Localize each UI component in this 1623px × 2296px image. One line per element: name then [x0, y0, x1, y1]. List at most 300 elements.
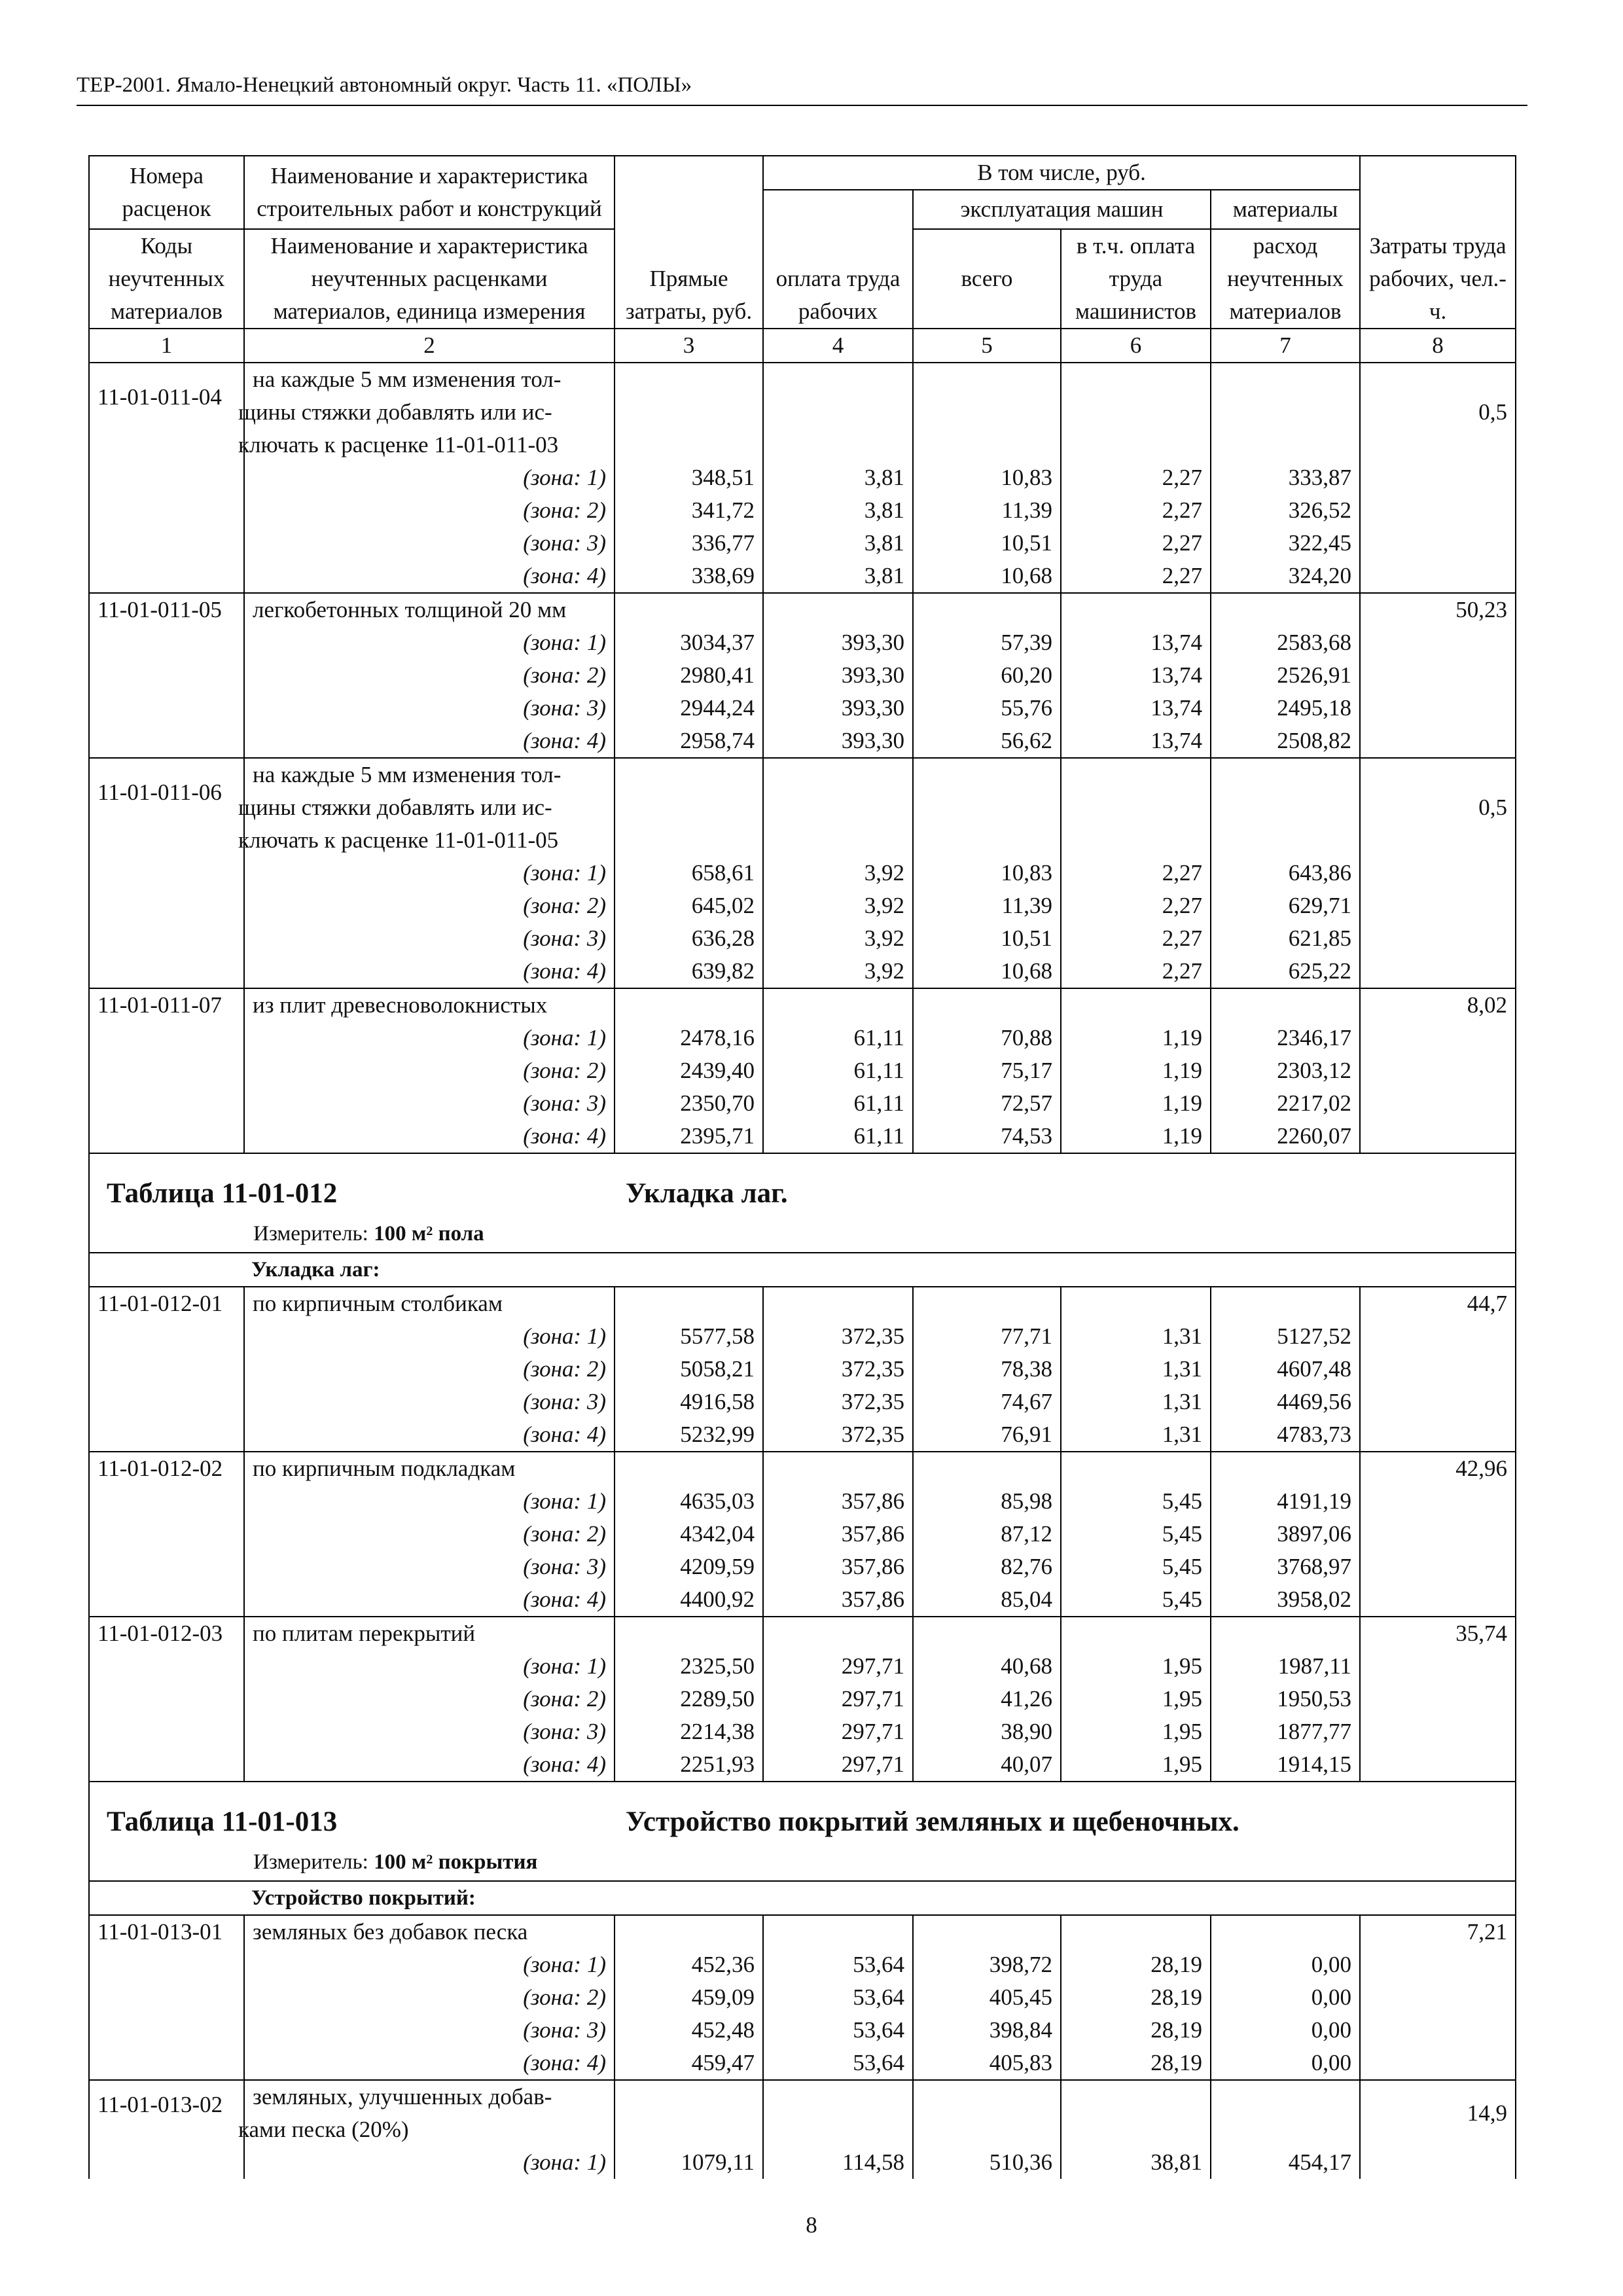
rate-code: 11-01-012-01	[89, 1287, 244, 1452]
zone-row	[89, 659, 1516, 692]
empty-cell	[615, 363, 763, 461]
zone-row	[89, 1650, 1516, 1683]
section-header-inner	[90, 1154, 1515, 1252]
zone-value: 60,20	[913, 659, 1061, 692]
zone-value: 74,67	[913, 1386, 1061, 1418]
empty-cell	[1211, 1915, 1360, 1948]
zone-value: 0,00	[1211, 1981, 1360, 2014]
section-header	[89, 1153, 1516, 1253]
zone-value: 3,81	[763, 560, 913, 593]
header-col2-bottom: Наименование и характеристика неучтенных расценками материалов, единица измерения	[244, 229, 615, 329]
zone-value: 2214,38	[615, 1715, 763, 1748]
zone-value: 2346,17	[1211, 1022, 1360, 1054]
zone-row	[89, 889, 1516, 922]
zone-value: 297,71	[763, 1650, 913, 1683]
zone-value: 0,00	[1211, 2014, 1360, 2047]
zone-value: 338,69	[615, 560, 763, 593]
zone-value: 393,30	[763, 692, 913, 725]
header-col5: всего	[913, 229, 1061, 329]
zone-value: 1,31	[1061, 1386, 1211, 1418]
zone-value: 4209,59	[615, 1551, 763, 1583]
empty-cell	[1360, 461, 1516, 494]
rate-row	[89, 593, 1516, 626]
zone-label: (зона: 2)	[244, 659, 615, 692]
zone-value: 53,64	[763, 1981, 913, 2014]
empty-cell	[615, 1287, 763, 1320]
zone-row	[89, 1320, 1516, 1353]
zone-value: 61,11	[763, 1054, 913, 1087]
zone-value: 75,17	[913, 1054, 1061, 1087]
zone-value: 1,31	[1061, 1418, 1211, 1452]
zone-value: 28,19	[1061, 1948, 1211, 1981]
header-rule	[77, 105, 1527, 106]
rate-name-line: на каждые 5 мм изменения тол-	[253, 367, 562, 392]
zone-row	[89, 1715, 1516, 1748]
zone-label: (зона: 1)	[244, 857, 615, 889]
empty-cell	[913, 1452, 1061, 1485]
zone-value: 324,20	[1211, 560, 1360, 593]
section-header-inner	[90, 1782, 1515, 1880]
zone-value: 2,27	[1061, 922, 1211, 955]
empty-cell	[763, 1617, 913, 1650]
zone-value: 357,86	[763, 1518, 913, 1551]
zone-value: 74,53	[913, 1120, 1061, 1153]
zone-value: 372,35	[763, 1418, 913, 1452]
rate-name	[244, 1452, 615, 1485]
header-col4: оплата труда рабочих	[763, 190, 913, 329]
zone-value: 3,92	[763, 889, 913, 922]
empty-cell	[1360, 2014, 1516, 2047]
zone-value: 372,35	[763, 1386, 913, 1418]
empty-cell	[763, 593, 913, 626]
zone-value: 0,00	[1211, 2047, 1360, 2080]
zone-row	[89, 1518, 1516, 1551]
labor-hours: 44,7	[1360, 1287, 1516, 1320]
unit-superscript: 2	[426, 1224, 433, 1238]
zone-value: 5,45	[1061, 1583, 1211, 1617]
zone-label: (зона: 3)	[244, 922, 615, 955]
zone-value: 2583,68	[1211, 626, 1360, 659]
rate-name-line: на каждые 5 мм изменения тол-	[253, 762, 562, 787]
zone-value: 10,68	[913, 560, 1061, 593]
rate-code: 11-01-011-06	[89, 758, 244, 988]
zone-row	[89, 1948, 1516, 1981]
zone-value: 1,95	[1061, 1683, 1211, 1715]
column-number-5: 5	[913, 329, 1061, 363]
empty-cell	[913, 2080, 1061, 2146]
zone-value: 2,27	[1061, 955, 1211, 988]
section-subheading-row	[89, 1881, 1516, 1915]
empty-cell	[615, 758, 763, 857]
empty-cell	[1360, 560, 1516, 593]
section-subheading: Укладка лаг:	[251, 1258, 380, 1282]
zone-value: 1,19	[1061, 1054, 1211, 1087]
zone-value: 643,86	[1211, 857, 1360, 889]
empty-cell	[615, 1915, 763, 1948]
rate-row	[89, 1915, 1516, 1948]
empty-cell	[615, 988, 763, 1022]
zone-row	[89, 725, 1516, 758]
zone-label: (зона: 2)	[244, 1518, 615, 1551]
zone-value: 333,87	[1211, 461, 1360, 494]
empty-cell	[1061, 988, 1211, 1022]
zone-row	[89, 857, 1516, 889]
zone-row	[89, 1748, 1516, 1782]
rate-name	[244, 1287, 615, 1320]
zone-value: 636,28	[615, 922, 763, 955]
zone-value: 61,11	[763, 1120, 913, 1153]
empty-cell	[1360, 725, 1516, 758]
labor-hours: 50,23	[1360, 593, 1516, 626]
zone-value: 658,61	[615, 857, 763, 889]
zone-value: 28,19	[1061, 1981, 1211, 2014]
rate-name-line: легкобетонных толщиной 20 мм	[253, 597, 567, 622]
zone-label: (зона: 2)	[244, 1683, 615, 1715]
zone-label: (зона: 2)	[244, 494, 615, 527]
zone-value: 2289,50	[615, 1683, 763, 1715]
zone-value: 1079,11	[615, 2146, 763, 2179]
header-col3: Прямые затраты, руб.	[615, 156, 763, 329]
zone-value: 38,90	[913, 1715, 1061, 1748]
rate-name	[244, 1915, 615, 1948]
zone-value: 77,71	[913, 1320, 1061, 1353]
rate-name-line: земляных, улучшенных добав-	[253, 2084, 552, 2109]
column-number-6: 6	[1061, 329, 1211, 363]
zone-value: 2260,07	[1211, 1120, 1360, 1153]
zone-value: 3897,06	[1211, 1518, 1360, 1551]
zone-row	[89, 955, 1516, 988]
zone-value: 5,45	[1061, 1551, 1211, 1583]
zone-value: 2325,50	[615, 1650, 763, 1683]
section-subheading: Устройство покрытий:	[251, 1886, 476, 1910]
labor-hours: 14,9	[1360, 2080, 1516, 2146]
zone-value: 510,36	[913, 2146, 1061, 2179]
zone-value: 405,45	[913, 1981, 1061, 2014]
rate-name	[238, 758, 615, 857]
rate-name	[238, 2080, 615, 2146]
zone-value: 2,27	[1061, 461, 1211, 494]
empty-cell	[1360, 1386, 1516, 1418]
zone-value: 393,30	[763, 725, 913, 758]
zone-label: (зона: 1)	[244, 1650, 615, 1683]
zone-row	[89, 1981, 1516, 2014]
zone-value: 72,57	[913, 1087, 1061, 1120]
zone-row	[89, 560, 1516, 593]
zone-row	[89, 461, 1516, 494]
rate-name-line: ключать к расценке 11-01-011-05	[238, 827, 559, 853]
zone-label: (зона: 2)	[244, 1054, 615, 1087]
empty-cell	[1061, 1287, 1211, 1320]
zone-value: 341,72	[615, 494, 763, 527]
empty-cell	[1360, 889, 1516, 922]
empty-cell	[1360, 1418, 1516, 1452]
empty-cell	[1061, 758, 1211, 857]
empty-cell	[1360, 527, 1516, 560]
empty-cell	[1360, 494, 1516, 527]
header-col8: Затраты труда рабочих, чел.-ч.	[1360, 156, 1516, 329]
zone-value: 76,91	[913, 1418, 1061, 1452]
zone-value: 5127,52	[1211, 1320, 1360, 1353]
zone-row	[89, 1683, 1516, 1715]
zone-value: 10,83	[913, 461, 1061, 494]
zone-value: 459,09	[615, 1981, 763, 2014]
empty-cell	[615, 1452, 763, 1485]
zone-value: 2,27	[1061, 889, 1211, 922]
rate-name	[244, 1617, 615, 1650]
zone-label: (зона: 4)	[244, 1120, 615, 1153]
zone-label: (зона: 1)	[244, 1948, 615, 1981]
zone-value: 4400,92	[615, 1583, 763, 1617]
rate-name-line: земляных без добавок песка	[253, 1919, 528, 1945]
empty-cell	[1360, 1981, 1516, 2014]
unit-value-text: 100 м	[374, 1222, 427, 1246]
rate-name-line: по плитам перекрытий	[253, 1621, 476, 1646]
zone-value: 2303,12	[1211, 1054, 1360, 1087]
zone-value: 11,39	[913, 889, 1061, 922]
zone-row	[89, 1485, 1516, 1518]
empty-cell	[1061, 1452, 1211, 1485]
zone-value: 55,76	[913, 692, 1061, 725]
zone-row	[89, 692, 1516, 725]
empty-cell	[1360, 2047, 1516, 2080]
empty-cell	[1360, 1087, 1516, 1120]
zone-value: 398,84	[913, 2014, 1061, 2047]
empty-cell	[1360, 1518, 1516, 1551]
zone-value: 1950,53	[1211, 1683, 1360, 1715]
zone-label: (зона: 4)	[244, 1748, 615, 1782]
column-number-1: 1	[89, 329, 244, 363]
zone-value: 3,92	[763, 857, 913, 889]
zone-value: 297,71	[763, 1715, 913, 1748]
zone-value: 372,35	[763, 1353, 913, 1386]
unit-value-text: 100 м	[374, 1850, 427, 1874]
zone-row	[89, 1022, 1516, 1054]
zone-row	[89, 1418, 1516, 1452]
rate-row	[89, 1287, 1516, 1320]
rate-name-line: ками песка (20%)	[238, 2117, 409, 2142]
zone-value: 2,27	[1061, 527, 1211, 560]
zone-value: 28,19	[1061, 2014, 1211, 2047]
empty-cell	[1061, 2080, 1211, 2146]
zone-value: 1,31	[1061, 1320, 1211, 1353]
rate-row	[89, 2080, 1516, 2146]
zone-value: 645,02	[615, 889, 763, 922]
zone-value: 13,74	[1061, 626, 1211, 659]
zone-value: 114,58	[763, 2146, 913, 2179]
empty-cell	[615, 593, 763, 626]
column-number-4: 4	[763, 329, 913, 363]
zone-label: (зона: 1)	[244, 1320, 615, 1353]
zone-value: 10,83	[913, 857, 1061, 889]
zone-value: 2526,91	[1211, 659, 1360, 692]
zone-value: 372,35	[763, 1320, 913, 1353]
unit-value	[374, 1850, 537, 1874]
empty-cell	[1061, 1617, 1211, 1650]
unit-label: Измеритель:	[253, 1222, 368, 1246]
zone-value: 5,45	[1061, 1518, 1211, 1551]
empty-cell	[913, 363, 1061, 461]
column-number-8: 8	[1360, 329, 1516, 363]
zone-row	[89, 2047, 1516, 2080]
unit-suffix: покрытия	[438, 1850, 538, 1874]
empty-cell	[763, 1287, 913, 1320]
zone-value: 452,36	[615, 1948, 763, 1981]
zone-value: 1914,15	[1211, 1748, 1360, 1782]
zone-value: 357,86	[763, 1551, 913, 1583]
rate-code: 11-01-012-03	[89, 1617, 244, 1782]
empty-cell	[763, 1452, 913, 1485]
empty-cell	[763, 988, 913, 1022]
empty-cell	[1211, 593, 1360, 626]
column-number-7: 7	[1211, 329, 1360, 363]
zone-value: 5232,99	[615, 1418, 763, 1452]
empty-cell	[1211, 363, 1360, 461]
section-caption: Укладка лаг.	[626, 1178, 788, 1209]
zone-label: (зона: 2)	[244, 1981, 615, 2014]
zone-value: 13,74	[1061, 725, 1211, 758]
zone-row	[89, 2146, 1516, 2179]
zone-value: 3,92	[763, 955, 913, 988]
zone-row	[89, 922, 1516, 955]
rate-row	[89, 758, 1516, 857]
zone-value: 1,31	[1061, 1353, 1211, 1386]
empty-cell	[1061, 593, 1211, 626]
zone-value: 53,64	[763, 1948, 913, 1981]
zone-value: 4635,03	[615, 1485, 763, 1518]
header-col7: расход неучтенных материалов	[1211, 229, 1360, 329]
zone-value: 1,95	[1061, 1748, 1211, 1782]
empty-cell	[913, 593, 1061, 626]
zone-value: 459,47	[615, 2047, 763, 2080]
empty-cell	[913, 1287, 1061, 1320]
rate-code: 11-01-011-04	[89, 363, 244, 593]
empty-cell	[1061, 1915, 1211, 1948]
zone-value: 2958,74	[615, 725, 763, 758]
zone-value: 2980,41	[615, 659, 763, 692]
empty-cell	[615, 1617, 763, 1650]
zone-value: 4607,48	[1211, 1353, 1360, 1386]
zone-label: (зона: 1)	[244, 461, 615, 494]
zone-label: (зона: 4)	[244, 2047, 615, 2080]
header-machines-label: эксплуатация машин	[913, 190, 1211, 229]
zone-value: 2439,40	[615, 1054, 763, 1087]
zone-value: 70,88	[913, 1022, 1061, 1054]
zone-value: 2251,93	[615, 1748, 763, 1782]
labor-hours: 8,02	[1360, 988, 1516, 1022]
empty-cell	[1360, 2146, 1516, 2179]
labor-hours: 0,5	[1360, 758, 1516, 857]
zone-value: 40,07	[913, 1748, 1061, 1782]
rate-name	[238, 363, 615, 461]
zone-label: (зона: 3)	[244, 692, 615, 725]
header-col2-top: Наименование и характеристика строительных работ и конструкций	[244, 156, 615, 229]
zone-value: 336,77	[615, 527, 763, 560]
section-title: Таблица 11-01-012	[107, 1178, 338, 1209]
zone-value: 56,62	[913, 725, 1061, 758]
zone-value: 13,74	[1061, 692, 1211, 725]
zone-value: 2395,71	[615, 1120, 763, 1153]
rate-name-line: по кирпичным столбикам	[253, 1291, 503, 1316]
empty-cell	[763, 363, 913, 461]
zone-value: 2350,70	[615, 1087, 763, 1120]
labor-hours: 35,74	[1360, 1617, 1516, 1650]
zone-value: 297,71	[763, 1683, 913, 1715]
empty-cell	[1211, 2080, 1360, 2146]
section-title: Таблица 11-01-013	[107, 1806, 338, 1837]
empty-cell	[1360, 1120, 1516, 1153]
zone-value: 11,39	[913, 494, 1061, 527]
zone-value: 5058,21	[615, 1353, 763, 1386]
zone-value: 348,51	[615, 461, 763, 494]
zone-value: 10,51	[913, 922, 1061, 955]
rate-code: 11-01-013-01	[89, 1915, 244, 2080]
rate-row	[89, 1452, 1516, 1485]
zone-value: 3,81	[763, 527, 913, 560]
empty-cell	[913, 758, 1061, 857]
section-caption: Устройство покрытий земляных и щебеночных.	[626, 1806, 1240, 1837]
header-col6: в т.ч. оплата труда машинистов	[1061, 229, 1211, 329]
zone-label: (зона: 3)	[244, 1087, 615, 1120]
zone-label: (зона: 1)	[244, 1022, 615, 1054]
empty-cell	[1360, 1583, 1516, 1617]
zone-label: (зона: 4)	[244, 1418, 615, 1452]
empty-cell	[1211, 758, 1360, 857]
zone-value: 3,81	[763, 494, 913, 527]
zone-value: 4191,19	[1211, 1485, 1360, 1518]
zone-value: 2508,82	[1211, 725, 1360, 758]
header-materials-label: материалы	[1211, 190, 1360, 229]
rate-name-line: ключать к расценке 11-01-011-03	[238, 432, 559, 457]
empty-cell	[1360, 1022, 1516, 1054]
zone-value: 1877,77	[1211, 1715, 1360, 1748]
empty-cell	[763, 1915, 913, 1948]
rates-table	[88, 155, 1515, 2179]
zone-value: 40,68	[913, 1650, 1061, 1683]
zone-row	[89, 527, 1516, 560]
zone-value: 3034,37	[615, 626, 763, 659]
empty-cell	[1360, 1320, 1516, 1353]
zone-label: (зона: 3)	[244, 1551, 615, 1583]
header-group-label: В том числе, руб.	[763, 156, 1360, 190]
zone-label: (зона: 1)	[244, 1485, 615, 1518]
zone-value: 1,95	[1061, 1650, 1211, 1683]
rate-code: 11-01-011-05	[89, 593, 244, 758]
empty-cell	[1360, 922, 1516, 955]
zone-label: (зона: 4)	[244, 560, 615, 593]
zone-row	[89, 1551, 1516, 1583]
zone-value: 357,86	[763, 1485, 913, 1518]
zone-value: 5,45	[1061, 1485, 1211, 1518]
empty-cell	[1360, 692, 1516, 725]
zone-label: (зона: 1)	[244, 626, 615, 659]
zone-value: 1,95	[1061, 1715, 1211, 1748]
empty-cell	[1360, 1748, 1516, 1782]
empty-cell	[1360, 626, 1516, 659]
zone-value: 87,12	[913, 1518, 1061, 1551]
zone-value: 53,64	[763, 2047, 913, 2080]
zone-value: 10,51	[913, 527, 1061, 560]
zone-value: 398,72	[913, 1948, 1061, 1981]
zone-row	[89, 1386, 1516, 1418]
unit-label: Измеритель:	[253, 1850, 368, 1874]
zone-value: 2,27	[1061, 857, 1211, 889]
header-col1-bottom: Коды неучтенных материалов	[89, 229, 244, 329]
zone-label: (зона: 3)	[244, 1386, 615, 1418]
section-subheading-row	[89, 1253, 1516, 1287]
empty-cell	[1360, 1353, 1516, 1386]
zone-value: 57,39	[913, 626, 1061, 659]
section-header	[89, 1782, 1516, 1881]
